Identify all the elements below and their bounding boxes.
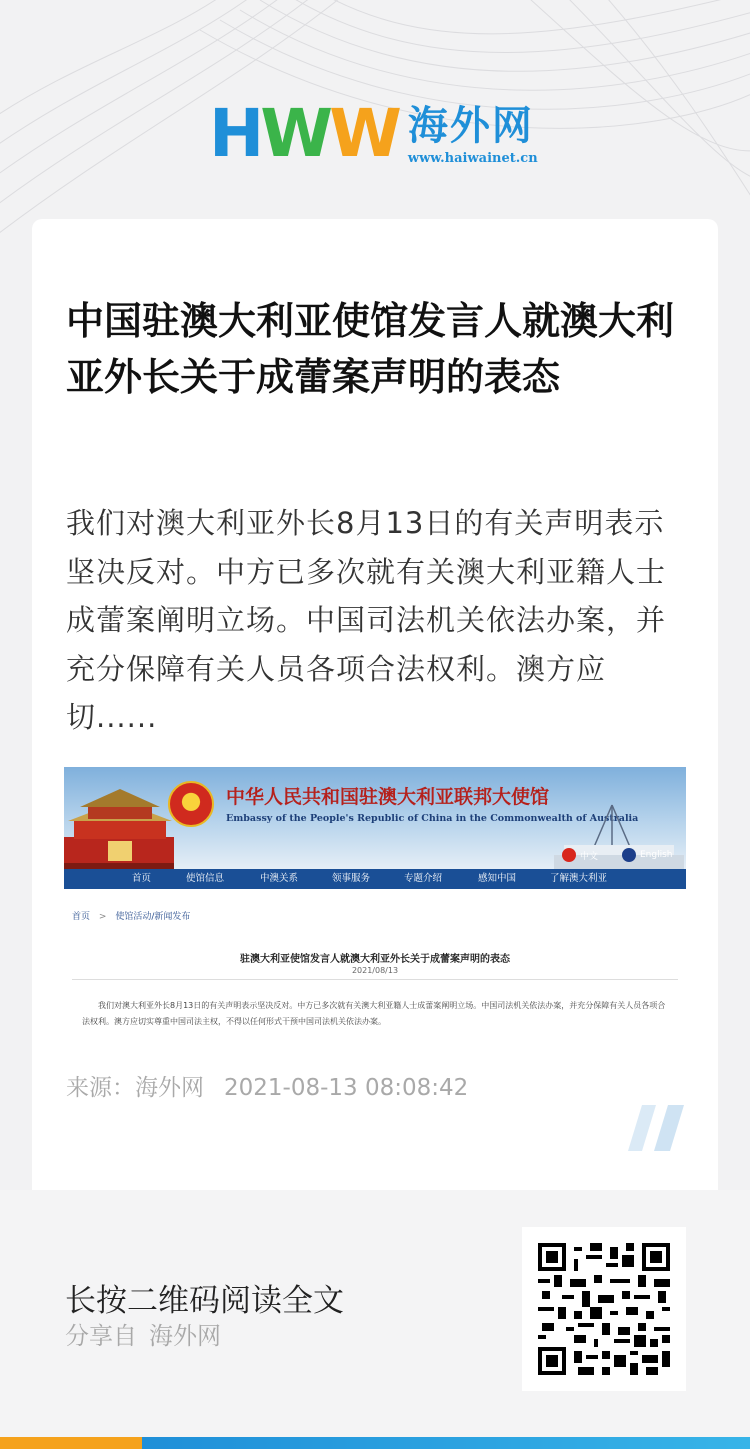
breadcrumb — [72, 909, 190, 922]
emblem-star-icon: ★ — [184, 791, 197, 807]
share-from — [65, 1316, 221, 1351]
logo-url: www.haiwainet.cn — [407, 151, 538, 166]
qr-code[interactable] — [522, 1227, 686, 1391]
share-source: 海外网 — [149, 1322, 221, 1350]
lang-switch-en[interactable] — [622, 847, 673, 863]
accent-bar-orange — [0, 1437, 142, 1449]
embedded-article-date: 2021/08/13 — [351, 966, 399, 975]
source-name: 海外网 — [135, 1075, 204, 1101]
qr-code-icon — [538, 1243, 670, 1375]
logo-letter-w2: W — [329, 95, 398, 172]
nav-item-china-australia[interactable]: 中澳关系 — [260, 873, 299, 884]
nav-item-topics[interactable]: 专题介绍 — [404, 873, 443, 884]
logo-letter-w1: W — [260, 95, 330, 172]
banner-title-en: Embassy of the People's Republic of China in the Commonwealth of Australia — [226, 813, 639, 824]
nav-item-embassy-info[interactable]: 使馆信息 — [186, 873, 225, 884]
bottom-accent-bar — [0, 1437, 750, 1449]
publish-datetime: 2021-08-13 08:08:42 — [224, 1075, 469, 1101]
source-label: 来源： — [66, 1075, 135, 1101]
article-image — [64, 767, 686, 1033]
national-emblem-icon — [168, 781, 214, 827]
banner-title-cn: 中华人民共和国驻澳大利亚联邦大使馆 — [226, 786, 550, 808]
lang-en-label: English — [640, 850, 673, 860]
logo-letter-h: H — [209, 95, 261, 172]
share-footer — [0, 1190, 750, 1437]
lang-switch-cn[interactable] — [562, 847, 598, 863]
lang-cn-label: 中文 — [580, 851, 599, 862]
nav-item-perceive-china[interactable]: 感知中国 — [478, 873, 517, 884]
nav-item-home[interactable]: 首页 — [132, 873, 152, 884]
decorative-slashes-icon — [628, 1105, 688, 1151]
tiananmen-illustration — [64, 779, 174, 869]
share-prefix: 分享自 — [65, 1322, 137, 1350]
divider — [72, 979, 678, 980]
embedded-article-body: 我们对澳大利亚外长8月13日的有关声明表示坚决反对。中方已多次就有关澳大利亚籍人士成蕾案阐明立场。中国司法机关依法办案，并充分保障有关人员各项合法权利。澳方应切实尊重中国司法主权，不得以任何形式干预中国司法机关依法办案。 — [82, 1001, 666, 1026]
breadcrumb-section[interactable]: 使馆活动/新闻发布 — [115, 912, 191, 922]
embassy-navbar — [64, 869, 686, 889]
china-flag-icon — [562, 848, 576, 862]
article-card[interactable] — [32, 219, 718, 1191]
qr-read-prompt: 长按二维码阅读全文 — [65, 1283, 344, 1319]
accent-bar-blue — [142, 1437, 750, 1449]
nav-item-about-australia[interactable]: 了解澳大利亚 — [550, 873, 608, 884]
logo-text — [408, 103, 538, 167]
embassy-banner — [64, 767, 686, 869]
article-summary: 我们对澳大利亚外长8月13日的有关声明表示坚决反对。中方已多次就有关澳大利亚籍人士成蕾案阐明立场。中国司法机关依法办案，并充分保障有关人员各项合法权利。澳方应切...... — [66, 506, 667, 734]
nav-item-consular[interactable]: 领事服务 — [332, 873, 371, 884]
logo-mark — [209, 95, 398, 172]
article-title: 中国驻澳大利亚使馆发言人就澳大利亚外长关于成蕾案声明的表态 — [66, 298, 675, 399]
logo-name-cn: 海外网 — [407, 102, 534, 149]
haiwainet-logo — [209, 95, 538, 172]
embedded-article-title: 驻澳大利亚使馆发言人就澳大利亚外长关于成蕾案声明的表态 — [240, 954, 510, 965]
breadcrumb-home[interactable]: 首页 — [72, 912, 91, 922]
breadcrumb-separator: > — [98, 912, 107, 922]
australia-flag-icon — [622, 848, 636, 862]
article-meta — [66, 1069, 468, 1102]
